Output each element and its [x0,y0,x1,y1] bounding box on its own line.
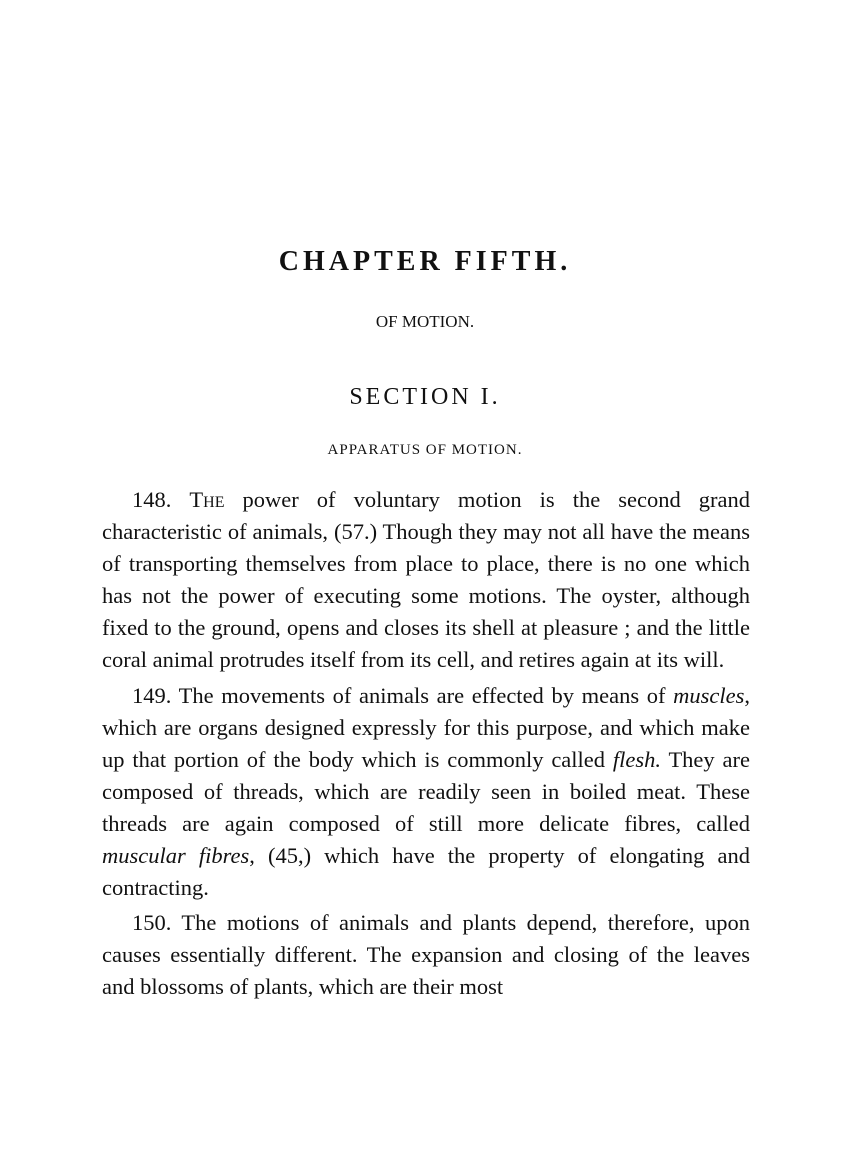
paragraph-number: 150. [132,910,172,936]
term-muscular-fibres: muscular fibres [102,843,250,869]
paragraph-number: 148. [132,487,172,512]
paragraph-149 [102,680,750,905]
chapter-title: CHAPTER FIFTH. [278,246,572,277]
paragraph-148 [102,484,750,677]
paragraph-150 [102,907,750,1003]
term-flesh: flesh. [612,746,661,772]
section-subtitle: APPARATUS OF MOTION. [327,442,523,458]
paragraph-text: , which are organs designed expressly for this purpose, and which make up that portion of the body which is commonly called [102,682,750,772]
body-text [102,484,750,1007]
paragraph-text: , (45,) which have the property of elongating and contracting. [102,843,750,901]
paragraph-text: The movements of animals are effected by means of [171,682,674,708]
paragraph-lead-word: The [189,487,225,512]
paragraph-text: power of voluntary motion is the second grand characteristic of animals, (57.) Though they may not all have the means of transporting themselves from place to place, there is no one which has not the power of executing some motions. The oyster, although fixed to the ground, opens and closes its shell at pleasure ; and the little coral animal protrudes itself from its cell, and retires again at its will. [102,487,750,673]
chapter-subtitle: OF MOTION. [375,312,475,331]
paragraph-number: 149. [132,682,172,708]
term-muscles: muscles [673,682,745,708]
section-title: SECTION I. [349,384,501,410]
paragraph-text: The motions of animals and plants depend, therefore, upon causes essentially different. The expansion and closing of the leaves and blossoms of plants, which are their most [102,910,750,1000]
paragraph-text: They are composed of threads, which are readily seen in boiled meat. These threads are again composed of still more delicate fibres, called [102,746,750,836]
